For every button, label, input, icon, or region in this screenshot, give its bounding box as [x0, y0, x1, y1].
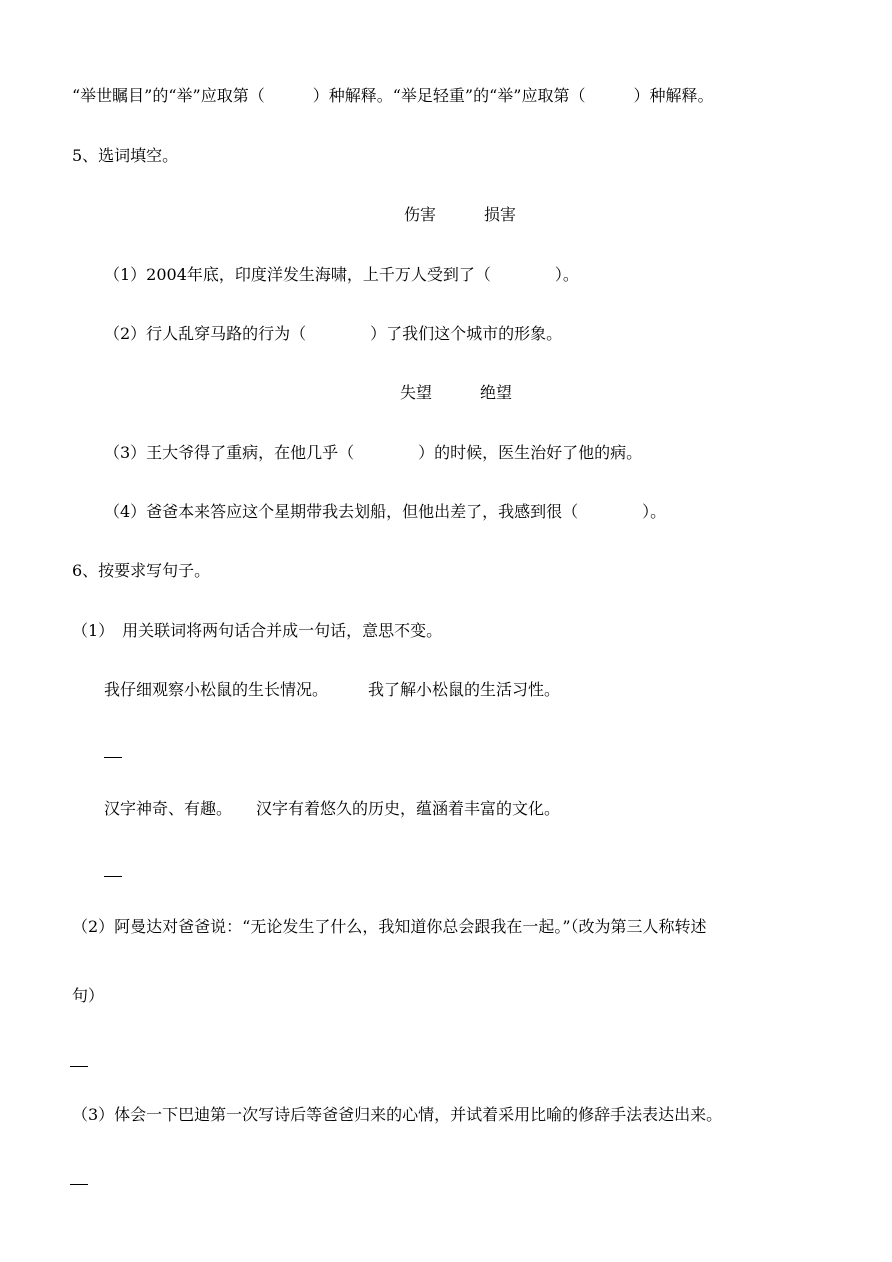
- answer-blank-4[interactable]: [70, 1184, 88, 1185]
- question-6-heading: 6、按要求写句子。: [72, 561, 211, 580]
- sub-question-2-instruction: （2）阿曼达对爸爸说：“无论发生了什么，我知道你总会跟我在一起。”（改为第三人称转述: [72, 917, 707, 936]
- sub-question-1-instruction: （1） 用关联词将两句话合并成一句话，意思不变。: [72, 621, 443, 640]
- fill-blank-sentence-4: （4）爸爸本来答应这个星期带我去划船，但他出差了，我感到很（ ）。: [104, 502, 667, 521]
- fill-blank-sentence-2: （2）行人乱穿马路的行为（ ）了我们这个城市的形象。: [104, 324, 563, 343]
- sentence-pair-2: 汉字神奇、有趣。 汉字有着悠久的历史，蕴涵着丰富的文化。: [104, 799, 561, 818]
- sub-question-2-instruction-continued: 句）: [72, 986, 105, 1005]
- word-choice-group-1: 伤害 损害: [404, 205, 517, 224]
- answer-blank-3[interactable]: [70, 1066, 88, 1067]
- answer-blank-2[interactable]: [104, 876, 122, 877]
- sentence-pair-1: 我仔细观察小松鼠的生长情况。 我了解小松鼠的生活习性。: [104, 680, 561, 699]
- word-choice-group-2: 失望 绝望: [400, 383, 513, 402]
- fill-blank-sentence-3: （3）王大爷得了重病，在他几乎（ ）的时候，医生治好了他的病。: [104, 443, 643, 462]
- answer-blank-1[interactable]: [104, 757, 122, 758]
- sub-question-3-instruction: （3）体会一下巴迪第一次写诗后等爸爸归来的心情，并试着采用比喻的修辞手法表达出来。: [72, 1105, 723, 1124]
- fill-blank-sentence-1: （1）2004年底，印度洋发生海啸，上千万人受到了（ ）。: [104, 265, 579, 284]
- question-4-answer-line: “举世瞩目”的“举”应取第（ ）种解释。“举足轻重”的“举”应取第（ ）种解释。: [72, 86, 714, 105]
- question-5-heading: 5、选词填空。: [72, 146, 179, 165]
